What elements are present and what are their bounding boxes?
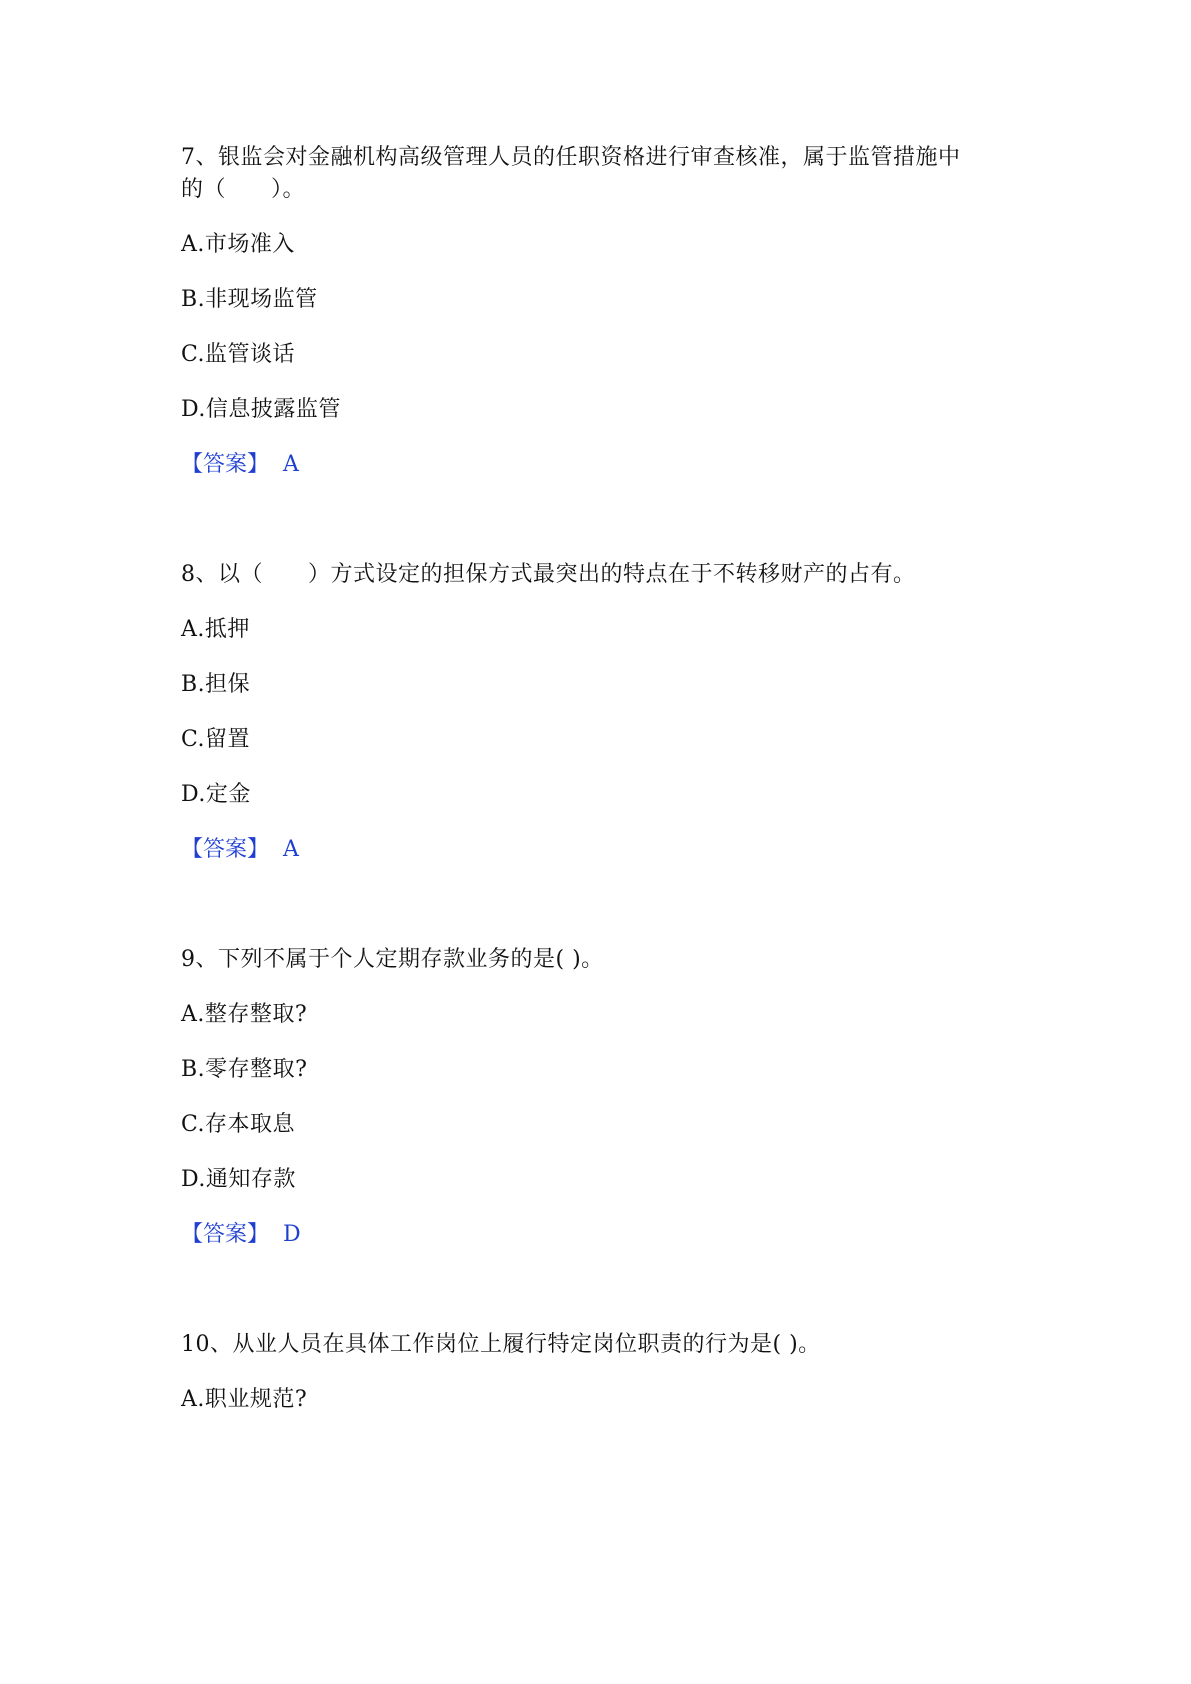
question-8-option-b: B.担保 [181, 672, 251, 697]
question-7-option-a: A.市场准入 [181, 232, 295, 257]
answer-value: D [283, 1222, 301, 1247]
answer-label: 【答案】 [181, 1222, 270, 1247]
question-8-answer [181, 835, 299, 865]
question-9-text-line-1: 9、下列不属于个人定期存款业务的是( )。 [181, 947, 604, 972]
question-7-text-line-1: 7、银监会对金融机构高级管理人员的任职资格进行审查核准，属于监管措施中 [181, 145, 961, 170]
question-8-text-line-1: 8、以（ ）方式设定的担保方式最突出的特点在于不转移财产的占有。 [181, 562, 916, 587]
question-8-option-d: D.定金 [181, 782, 251, 807]
question-8-option-c: C.留置 [181, 727, 251, 752]
answer-value: A [283, 837, 299, 862]
question-7-option-b: B.非现场监管 [181, 287, 318, 312]
question-9-option-d: D.通知存款 [181, 1167, 296, 1192]
question-7-option-d: D.信息披露监管 [181, 397, 341, 422]
question-7-text-line-2: 的（ ）。 [181, 177, 306, 202]
question-9-option-b: B.零存整取? [181, 1057, 308, 1082]
question-8-option-a: A.抵押 [181, 617, 250, 642]
question-7-answer [181, 450, 299, 480]
question-9-answer [181, 1220, 301, 1250]
question-7-option-c: C.监管谈话 [181, 342, 296, 367]
question-9-option-c: C.存本取息 [181, 1112, 296, 1137]
question-9-option-a: A.整存整取? [181, 1002, 308, 1027]
answer-label: 【答案】 [181, 837, 270, 862]
question-10-option-a: A.职业规范? [181, 1387, 308, 1412]
answer-label: 【答案】 [181, 452, 270, 477]
question-10-text-line-1: 10、从业人员在具体工作岗位上履行特定岗位职责的行为是( )。 [181, 1332, 821, 1357]
answer-value: A [283, 452, 299, 477]
